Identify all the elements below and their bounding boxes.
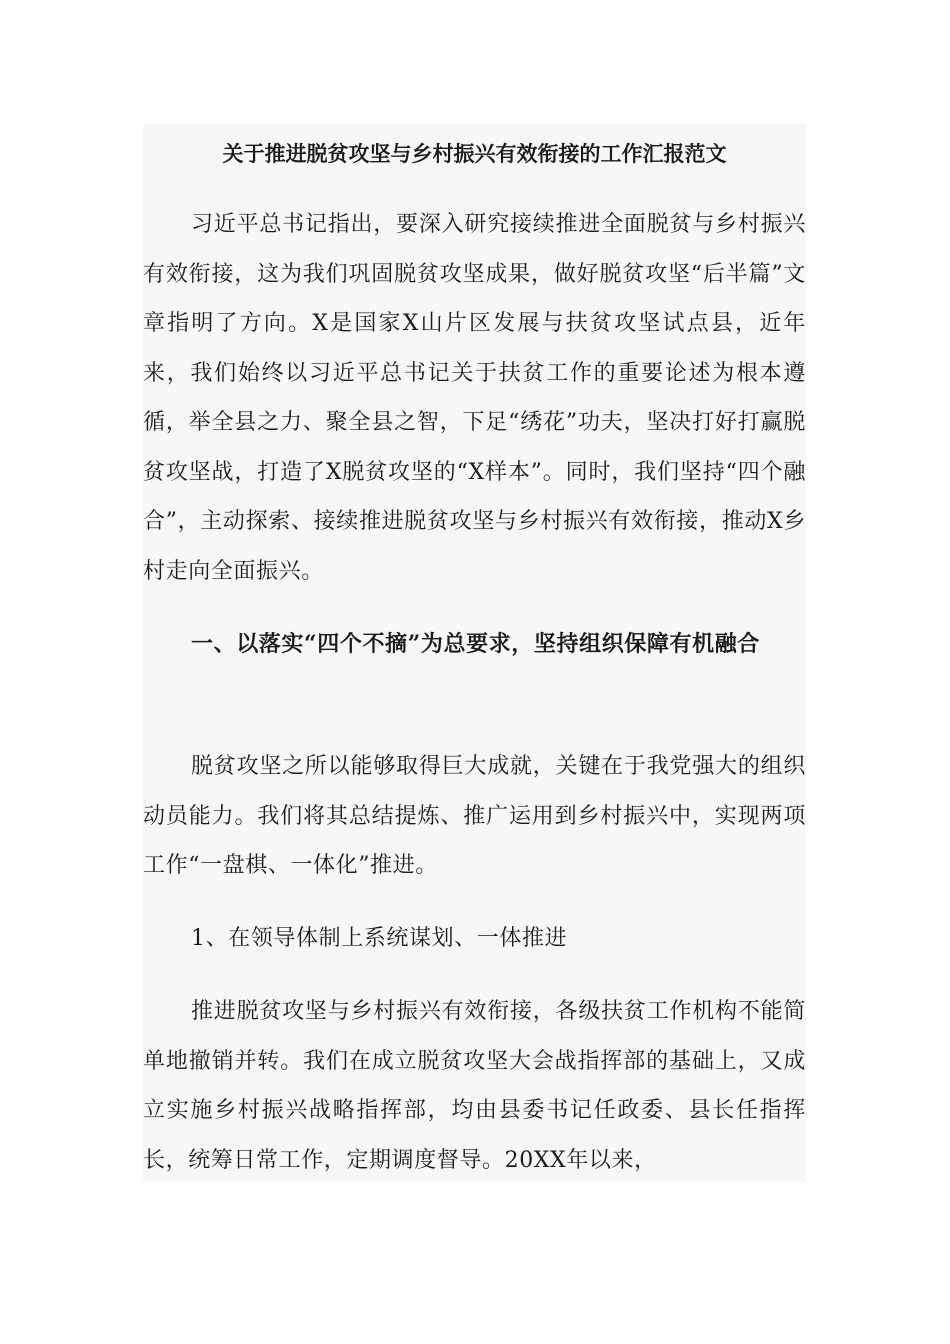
intro-paragraph: 习近平总书记指出，要深入研究接续推进全面脱贫与乡村振兴有效衔接，这为我们巩固脱贫攻坚成果，做好脱贫攻坚“后半篇”文章指明了方向。X是国家X山片区发展与扶贫攻坚试点县，近年来，我们始终以习近平总书记关于扶贫工作的重要论述为根本遵循，举全县之力、聚全县之智，下足“绣花”功夫，坚决打好打赢脱贫攻坚战，打造了X脱贫攻坚的“X样本”。同时，我们坚持“四个融合”，主动探索、接续推进脱贫攻坚与乡村振兴有效衔接，推动X乡村走向全面振兴。 [143, 212, 806, 584]
document-title: 关于推进脱贫攻坚与乡村振兴有效衔接的工作汇报范文 [222, 141, 727, 166]
subsection-heading: 1、在领导体制上系统谋划、一体推进 [191, 926, 568, 951]
subsection-paragraph: 推进脱贫攻坚与乡村振兴有效衔接，各级扶贫工作机构不能简单地撤销并转。我们在成立脱贫攻坚大会战指挥部的基础上，又成立实施乡村振兴战略指挥部，均由县委书记任政委、县长任指挥长，统筹日常工作，定期调度督导。20XX年以来， [143, 999, 806, 1173]
section-paragraph: 脱贫攻坚之所以能够取得巨大成就，关键在于我党强大的组织动员能力。我们将其总结提炼、推广运用到乡村振兴中，实现两项工作“一盘棋、一体化”推进。 [143, 754, 806, 878]
section-heading: 一、以落实“四个不摘”为总要求，坚持组织保障有机融合 [191, 631, 760, 657]
